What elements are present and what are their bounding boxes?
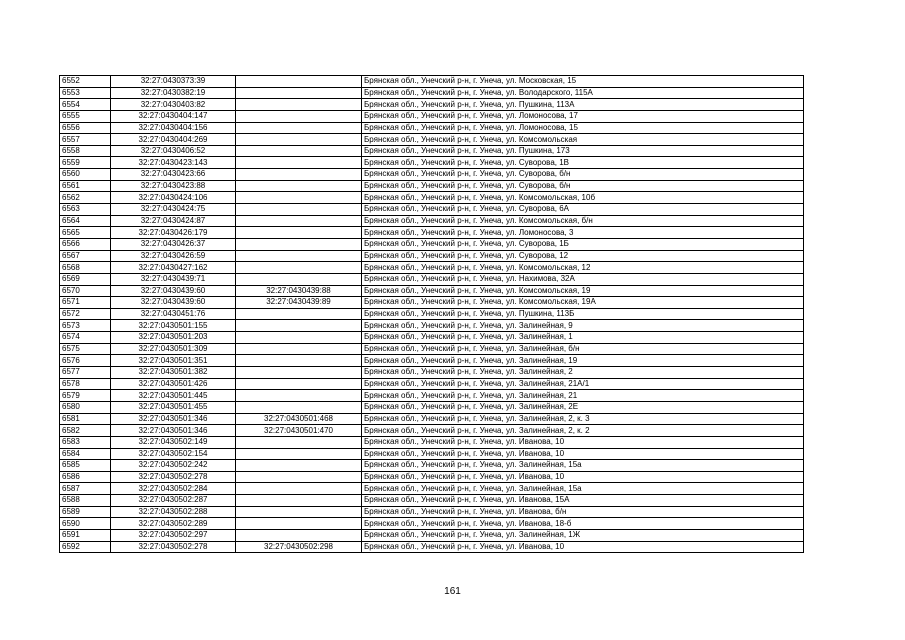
table-row — [60, 471, 804, 483]
table-row — [60, 518, 804, 530]
related-cadastral-number-cell — [236, 332, 362, 344]
cadastral-number-cell: 32:27:0430406:52 — [111, 145, 236, 157]
cadastral-number-cell: 32:27:0430403:82 — [111, 99, 236, 111]
address-cell: Брянская обл., Унечский р-н, г. Унеча, ул. Ломоносова, 3 — [362, 227, 804, 239]
row-number-cell: 6561 — [60, 180, 111, 192]
property-registry-table — [59, 75, 804, 553]
row-number-cell: 6564 — [60, 215, 111, 227]
address-cell: Брянская обл., Унечский р-н, г. Унеча, ул. Суворова, б/н — [362, 180, 804, 192]
address-cell: Брянская обл., Унечский р-н, г. Унеча, ул. Суворова, б/н — [362, 169, 804, 181]
address-cell: Брянская обл., Унечский р-н, г. Унеча, ул. Залинейная, 2Е — [362, 401, 804, 413]
related-cadastral-number-cell — [236, 448, 362, 460]
address-cell: Брянская обл., Унечский р-н, г. Унеча, ул. Суворова, 12 — [362, 250, 804, 262]
table-row — [60, 401, 804, 413]
table-row — [60, 285, 804, 297]
cadastral-number-cell: 32:27:0430502:154 — [111, 448, 236, 460]
related-cadastral-number-cell — [236, 110, 362, 122]
table-row — [60, 192, 804, 204]
cadastral-number-cell: 32:27:0430502:284 — [111, 483, 236, 495]
row-number-cell: 6559 — [60, 157, 111, 169]
row-number-cell: 6552 — [60, 76, 111, 88]
address-cell: Брянская обл., Унечский р-н, г. Унеча, ул. Нахимова, 32А — [362, 273, 804, 285]
row-number-cell: 6583 — [60, 436, 111, 448]
cadastral-number-cell: 32:27:0430501:155 — [111, 320, 236, 332]
table-row — [60, 297, 804, 309]
table-row — [60, 180, 804, 192]
table-row — [60, 413, 804, 425]
address-cell: Брянская обл., Унечский р-н, г. Унеча, ул. Комсомольская, б/н — [362, 215, 804, 227]
table-row — [60, 506, 804, 518]
address-cell: Брянская обл., Унечский р-н, г. Унеча, ул. Залинейная, 21 — [362, 390, 804, 402]
row-number-cell: 6580 — [60, 401, 111, 413]
address-cell: Брянская обл., Унечский р-н, г. Унеча, ул. Пушкина, 113Б — [362, 308, 804, 320]
table-row — [60, 157, 804, 169]
address-cell: Брянская обл., Унечский р-н, г. Унеча, ул. Залинейная, 19 — [362, 355, 804, 367]
related-cadastral-number-cell — [236, 227, 362, 239]
address-cell: Брянская обл., Унечский р-н, г. Унеча, ул. Залинейная, 15а — [362, 483, 804, 495]
row-number-cell: 6557 — [60, 134, 111, 146]
table-row — [60, 238, 804, 250]
cadastral-number-cell: 32:27:0430439:71 — [111, 273, 236, 285]
cadastral-number-cell: 32:27:0430423:66 — [111, 169, 236, 181]
address-cell: Брянская обл., Унечский р-н, г. Унеча, ул. Залинейная, 21А/1 — [362, 378, 804, 390]
row-number-cell: 6574 — [60, 332, 111, 344]
row-number-cell: 6563 — [60, 204, 111, 216]
table-row — [60, 355, 804, 367]
related-cadastral-number-cell — [236, 343, 362, 355]
cadastral-number-cell: 32:27:0430423:88 — [111, 180, 236, 192]
address-cell: Брянская обл., Унечский р-н, г. Унеча, ул. Суворова, 1В — [362, 157, 804, 169]
table-row — [60, 204, 804, 216]
table-row — [60, 134, 804, 146]
related-cadastral-number-cell — [236, 378, 362, 390]
address-cell: Брянская обл., Унечский р-н, г. Унеча, ул. Залинейная, 2 — [362, 367, 804, 379]
table-row — [60, 215, 804, 227]
related-cadastral-number-cell — [236, 308, 362, 320]
row-number-cell: 6575 — [60, 343, 111, 355]
table-row — [60, 425, 804, 437]
table-row — [60, 529, 804, 541]
cadastral-number-cell: 32:27:0430502:297 — [111, 529, 236, 541]
table-row — [60, 99, 804, 111]
cadastral-number-cell: 32:27:0430501:346 — [111, 425, 236, 437]
address-cell: Брянская обл., Унечский р-н, г. Унеча, ул. Московская, 15 — [362, 76, 804, 88]
table-row — [60, 320, 804, 332]
cadastral-number-cell: 32:27:0430501:203 — [111, 332, 236, 344]
related-cadastral-number-cell: 32:27:0430501:470 — [236, 425, 362, 437]
row-number-cell: 6582 — [60, 425, 111, 437]
row-number-cell: 6566 — [60, 238, 111, 250]
row-number-cell: 6590 — [60, 518, 111, 530]
related-cadastral-number-cell — [236, 250, 362, 262]
related-cadastral-number-cell — [236, 471, 362, 483]
related-cadastral-number-cell — [236, 320, 362, 332]
row-number-cell: 6558 — [60, 145, 111, 157]
address-cell: Брянская обл., Унечский р-н, г. Унеча, ул. Комсомольская, 12 — [362, 262, 804, 274]
cadastral-number-cell: 32:27:0430502:289 — [111, 518, 236, 530]
row-number-cell: 6562 — [60, 192, 111, 204]
related-cadastral-number-cell — [236, 134, 362, 146]
related-cadastral-number-cell — [236, 390, 362, 402]
address-cell: Брянская обл., Унечский р-н, г. Унеча, ул. Ломоносова, 17 — [362, 110, 804, 122]
related-cadastral-number-cell — [236, 204, 362, 216]
cadastral-number-cell: 32:27:0430426:37 — [111, 238, 236, 250]
cadastral-number-cell: 32:27:0430502:278 — [111, 471, 236, 483]
address-cell: Брянская обл., Унечский р-н, г. Унеча, ул. Иванова, 10 — [362, 471, 804, 483]
cadastral-number-cell: 32:27:0430501:382 — [111, 367, 236, 379]
address-cell: Брянская обл., Унечский р-н, г. Унеча, ул. Залинейная, 9 — [362, 320, 804, 332]
row-number-cell: 6567 — [60, 250, 111, 262]
related-cadastral-number-cell — [236, 192, 362, 204]
cadastral-number-cell: 32:27:0430426:179 — [111, 227, 236, 239]
address-cell: Брянская обл., Унечский р-н, г. Унеча, ул. Комсомольская, 10б — [362, 192, 804, 204]
related-cadastral-number-cell — [236, 145, 362, 157]
related-cadastral-number-cell — [236, 99, 362, 111]
address-cell: Брянская обл., Унечский р-н, г. Унеча, ул. Комсомольская, 19А — [362, 297, 804, 309]
address-cell: Брянская обл., Унечский р-н, г. Унеча, ул. Комсомольская — [362, 134, 804, 146]
table-row — [60, 169, 804, 181]
cadastral-number-cell: 32:27:0430502:287 — [111, 495, 236, 507]
cadastral-number-cell: 32:27:0430502:288 — [111, 506, 236, 518]
table-row — [60, 308, 804, 320]
table-row — [60, 436, 804, 448]
address-cell: Брянская обл., Унечский р-н, г. Унеча, ул. Володарского, 115А — [362, 87, 804, 99]
cadastral-number-cell: 32:27:0430427:162 — [111, 262, 236, 274]
table-row — [60, 87, 804, 99]
table-row — [60, 262, 804, 274]
cadastral-number-cell: 32:27:0430404:269 — [111, 134, 236, 146]
cadastral-number-cell: 32:27:0430501:455 — [111, 401, 236, 413]
related-cadastral-number-cell — [236, 436, 362, 448]
row-number-cell: 6572 — [60, 308, 111, 320]
related-cadastral-number-cell: 32:27:0430502:298 — [236, 541, 362, 553]
related-cadastral-number-cell — [236, 506, 362, 518]
row-number-cell: 6585 — [60, 460, 111, 472]
row-number-cell: 6592 — [60, 541, 111, 553]
row-number-cell: 6591 — [60, 529, 111, 541]
cadastral-number-cell: 32:27:0430424:106 — [111, 192, 236, 204]
related-cadastral-number-cell: 32:27:0430439:88 — [236, 285, 362, 297]
address-cell: Брянская обл., Унечский р-н, г. Унеча, ул. Суворова, 6А — [362, 204, 804, 216]
address-cell: Брянская обл., Унечский р-н, г. Унеча, ул. Иванова, 10 — [362, 448, 804, 460]
page-number: 161 — [444, 586, 461, 597]
cadastral-number-cell: 32:27:0430439:60 — [111, 297, 236, 309]
table-row — [60, 145, 804, 157]
row-number-cell: 6588 — [60, 495, 111, 507]
address-cell: Брянская обл., Унечский р-н, г. Унеча, ул. Пушкина, 113А — [362, 99, 804, 111]
related-cadastral-number-cell — [236, 87, 362, 99]
table-row — [60, 250, 804, 262]
row-number-cell: 6586 — [60, 471, 111, 483]
row-number-cell: 6565 — [60, 227, 111, 239]
related-cadastral-number-cell — [236, 215, 362, 227]
related-cadastral-number-cell — [236, 169, 362, 181]
cadastral-number-cell: 32:27:0430423:143 — [111, 157, 236, 169]
related-cadastral-number-cell — [236, 495, 362, 507]
row-number-cell: 6578 — [60, 378, 111, 390]
table-row — [60, 460, 804, 472]
table-row — [60, 343, 804, 355]
cadastral-number-cell: 32:27:0430501:346 — [111, 413, 236, 425]
row-number-cell: 6573 — [60, 320, 111, 332]
related-cadastral-number-cell — [236, 518, 362, 530]
table-row — [60, 495, 804, 507]
cadastral-number-cell: 32:27:0430502:278 — [111, 541, 236, 553]
address-cell: Брянская обл., Унечский р-н, г. Унеча, ул. Иванова, 15А — [362, 495, 804, 507]
table-row — [60, 227, 804, 239]
related-cadastral-number-cell: 32:27:0430439:89 — [236, 297, 362, 309]
cadastral-number-cell: 32:27:0430502:242 — [111, 460, 236, 472]
address-cell: Брянская обл., Унечский р-н, г. Унеча, ул. Иванова, 10 — [362, 436, 804, 448]
cadastral-number-cell: 32:27:0430439:60 — [111, 285, 236, 297]
related-cadastral-number-cell — [236, 401, 362, 413]
related-cadastral-number-cell — [236, 367, 362, 379]
related-cadastral-number-cell — [236, 157, 362, 169]
related-cadastral-number-cell — [236, 238, 362, 250]
address-cell: Брянская обл., Унечский р-н, г. Унеча, ул. Иванова, б/н — [362, 506, 804, 518]
cadastral-number-cell: 32:27:0430424:87 — [111, 215, 236, 227]
address-cell: Брянская обл., Унечский р-н, г. Унеча, ул. Пушкина, 173 — [362, 145, 804, 157]
address-cell: Брянская обл., Унечский р-н, г. Унеча, ул. Залинейная, 2, к. 3 — [362, 413, 804, 425]
table-row — [60, 110, 804, 122]
table-row — [60, 332, 804, 344]
table-row — [60, 448, 804, 460]
cadastral-number-cell: 32:27:0430501:426 — [111, 378, 236, 390]
table-row — [60, 367, 804, 379]
cadastral-number-cell: 32:27:0430404:147 — [111, 110, 236, 122]
related-cadastral-number-cell — [236, 355, 362, 367]
row-number-cell: 6577 — [60, 367, 111, 379]
table-row — [60, 378, 804, 390]
address-cell: Брянская обл., Унечский р-н, г. Унеча, ул. Залинейная, б/н — [362, 343, 804, 355]
table-row — [60, 122, 804, 134]
table-row — [60, 483, 804, 495]
row-number-cell: 6568 — [60, 262, 111, 274]
row-number-cell: 6553 — [60, 87, 111, 99]
table-row — [60, 541, 804, 553]
row-number-cell: 6576 — [60, 355, 111, 367]
cadastral-number-cell: 32:27:0430451:76 — [111, 308, 236, 320]
related-cadastral-number-cell: 32:27:0430501:468 — [236, 413, 362, 425]
table-row — [60, 390, 804, 402]
row-number-cell: 6556 — [60, 122, 111, 134]
address-cell: Брянская обл., Унечский р-н, г. Унеча, ул. Залинейная, 15а — [362, 460, 804, 472]
row-number-cell: 6570 — [60, 285, 111, 297]
row-number-cell: 6554 — [60, 99, 111, 111]
cadastral-number-cell: 32:27:0430404:156 — [111, 122, 236, 134]
cadastral-number-cell: 32:27:0430502:149 — [111, 436, 236, 448]
table-body — [60, 76, 804, 553]
address-cell: Брянская обл., Унечский р-н, г. Унеча, ул. Комсомольская, 19 — [362, 285, 804, 297]
row-number-cell: 6581 — [60, 413, 111, 425]
row-number-cell: 6569 — [60, 273, 111, 285]
row-number-cell: 6584 — [60, 448, 111, 460]
table-row — [60, 76, 804, 88]
row-number-cell: 6560 — [60, 169, 111, 181]
related-cadastral-number-cell — [236, 529, 362, 541]
cadastral-number-cell: 32:27:0430501:309 — [111, 343, 236, 355]
cadastral-number-cell: 32:27:0430426:59 — [111, 250, 236, 262]
address-cell: Брянская обл., Унечский р-н, г. Унеча, ул. Залинейная, 1Ж — [362, 529, 804, 541]
table-row — [60, 273, 804, 285]
related-cadastral-number-cell — [236, 180, 362, 192]
address-cell: Брянская обл., Унечский р-н, г. Унеча, ул. Ломоносова, 15 — [362, 122, 804, 134]
cadastral-number-cell: 32:27:0430373:39 — [111, 76, 236, 88]
related-cadastral-number-cell — [236, 76, 362, 88]
cadastral-number-cell: 32:27:0430382:19 — [111, 87, 236, 99]
row-number-cell: 6555 — [60, 110, 111, 122]
row-number-cell: 6579 — [60, 390, 111, 402]
address-cell: Брянская обл., Унечский р-н, г. Унеча, ул. Иванова, 18-б — [362, 518, 804, 530]
related-cadastral-number-cell — [236, 262, 362, 274]
related-cadastral-number-cell — [236, 122, 362, 134]
address-cell: Брянская обл., Унечский р-н, г. Унеча, ул. Залинейная, 1 — [362, 332, 804, 344]
address-cell: Брянская обл., Унечский р-н, г. Унеча, ул. Суворова, 1Б — [362, 238, 804, 250]
row-number-cell: 6571 — [60, 297, 111, 309]
cadastral-number-cell: 32:27:0430501:351 — [111, 355, 236, 367]
cadastral-number-cell: 32:27:0430501:445 — [111, 390, 236, 402]
address-cell: Брянская обл., Унечский р-н, г. Унеча, ул. Залинейная, 2, к. 2 — [362, 425, 804, 437]
related-cadastral-number-cell — [236, 460, 362, 472]
related-cadastral-number-cell — [236, 273, 362, 285]
row-number-cell: 6587 — [60, 483, 111, 495]
address-cell: Брянская обл., Унечский р-н, г. Унеча, ул. Иванова, 10 — [362, 541, 804, 553]
related-cadastral-number-cell — [236, 483, 362, 495]
row-number-cell: 6589 — [60, 506, 111, 518]
cadastral-number-cell: 32:27:0430424:75 — [111, 204, 236, 216]
